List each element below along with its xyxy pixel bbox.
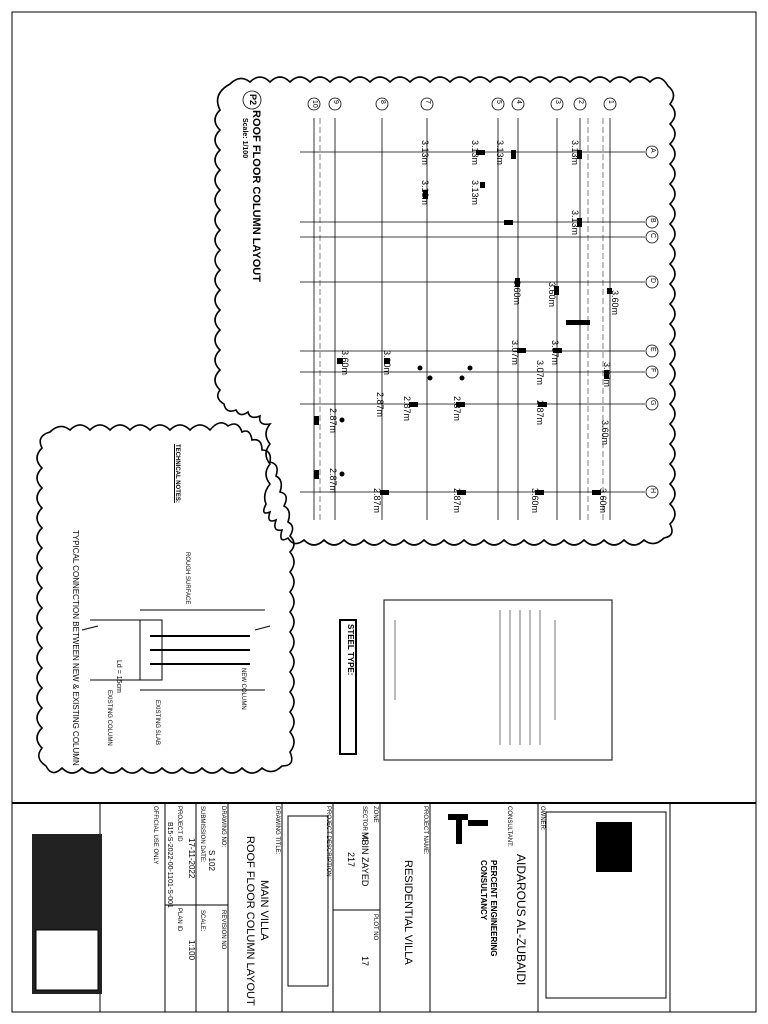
dimension-label: 3.07m	[550, 340, 560, 366]
sector-value: 217	[346, 852, 356, 868]
grid-letter-label: H	[649, 488, 656, 494]
drawing-no-label: DRAWING NO:	[220, 806, 226, 848]
drawing-title-label: DRAWING TITLE:	[274, 806, 280, 855]
drawing-title-line-2: ROOF FLOOR COLUMN LAYOUT	[244, 836, 256, 1006]
dimension-label: 3.60m	[610, 290, 620, 316]
dimension-label: 3.60m	[600, 420, 610, 446]
dimension-label: 3.07m	[535, 360, 545, 386]
technical-notes: TECHNICAL NOTES:	[174, 444, 180, 503]
dimension-label: 3.13m	[570, 140, 580, 166]
column	[314, 416, 319, 425]
column	[460, 376, 465, 381]
dimension-label: 3.60m	[512, 280, 522, 306]
column	[314, 470, 319, 479]
columns	[314, 150, 612, 495]
grid-number-label: 5	[495, 100, 502, 104]
dimension-label: 3.07m	[602, 362, 612, 388]
dimension-label: 3.60m	[598, 488, 608, 514]
grid-letter-label: B	[649, 218, 656, 223]
column	[418, 366, 423, 371]
dimension-label: 3.13m	[470, 140, 480, 166]
column	[340, 418, 345, 423]
label-existing-column: EXISTING COLUMN	[106, 690, 112, 746]
label-ld: Ld = 15cm	[115, 660, 122, 693]
dimension-label: 3.60m	[547, 282, 557, 308]
dimension-label: 2.87m	[452, 396, 462, 422]
dimension-label: 3.60m	[382, 350, 392, 376]
column	[468, 366, 473, 371]
consultant-name-2: CONSULTANCY	[479, 860, 488, 921]
revision-label: REVISION NO	[220, 910, 226, 950]
sector-label: SECTOR NO	[361, 806, 367, 842]
dimension-label: 2.87m	[402, 396, 412, 422]
revision-cloud	[215, 77, 675, 545]
grid-number-label: 8	[379, 100, 386, 104]
consultant-label: CONSULTANT:	[506, 806, 512, 847]
column	[480, 182, 485, 188]
owner-name: AIDAROUS AL-ZUBAIDI	[514, 854, 528, 986]
grid-lines-dashed	[320, 118, 603, 520]
label-new-column: NEW COLUMN	[240, 668, 246, 710]
label-existing-slab: EXISTING SLAB	[154, 700, 160, 746]
dimension-label: 2.87m	[328, 408, 338, 434]
dimension-label: 3.13m	[420, 140, 430, 166]
dimension-label: 2.87m	[372, 488, 382, 514]
grid-number-label: 7	[424, 100, 431, 104]
grid-letter-label: C	[649, 233, 656, 239]
project-id-value: B15-S-2022-00-1101-S-001	[166, 822, 173, 908]
consultant-logo	[448, 814, 488, 844]
grid-letter-label: D	[649, 278, 656, 284]
dimension-label: 3.60m	[340, 350, 350, 376]
column	[428, 376, 433, 381]
owner-photo	[596, 822, 632, 872]
grid-letter-label: E	[649, 347, 656, 352]
approval-letter-frame	[384, 600, 612, 760]
sheet-border	[12, 12, 756, 1012]
owner-label: OWNER:	[539, 806, 545, 831]
column	[511, 150, 516, 159]
drawing-no-value: S 102	[207, 850, 216, 871]
dimension-label: 2.87m	[535, 400, 545, 426]
dimension-label: 3.13m	[570, 210, 580, 236]
dimension-label: 3.13m	[470, 180, 480, 206]
drawing-title-line-1: MAIN VILLA	[258, 880, 270, 941]
approval-letter-text	[395, 610, 555, 745]
dimension-label: 3.13m	[420, 180, 430, 206]
grid-number-label: 4	[515, 100, 522, 104]
grid-letter-label: F	[649, 368, 656, 373]
steel-type-title: STEEL TYPE:	[346, 624, 355, 676]
project-name-label: PROJECT NAME:	[422, 806, 428, 855]
official-use-label: OFFICIAL USE ONLY	[152, 806, 158, 865]
dimension-label: 2.87m	[328, 468, 338, 494]
grid-letter-label: G	[649, 400, 656, 406]
grid-number-label: 10	[311, 100, 318, 108]
grid-number-label: 1	[607, 100, 614, 104]
grid-letter-label: A	[649, 148, 656, 153]
project-id-label: PROJECT ID	[176, 806, 182, 842]
grid-number-label: 2	[577, 100, 584, 104]
column	[504, 220, 513, 225]
dimension-label: 3.60m	[530, 488, 540, 514]
column	[340, 472, 345, 477]
titleblock-grid	[100, 803, 670, 1012]
dimension-label: 3.07m	[510, 340, 520, 366]
dimension-label: 2.87m	[375, 392, 385, 418]
submission-label: SUBMISSION DATE:	[199, 806, 205, 863]
qr-code	[36, 930, 98, 990]
consultant-name-1: PERCENT ENGINEERING	[489, 860, 498, 957]
drawing-title: ROOF FLOOR COLUMN LAYOUT	[250, 110, 262, 282]
detail-title: TYPICAL CONNECTION BETWEEN NEW & EXISTING COLUMN	[71, 530, 80, 766]
dimension-label: 2.87m	[452, 488, 462, 514]
scale-label: SCALE:	[199, 910, 205, 932]
plot-value: 17	[360, 956, 370, 967]
column	[566, 320, 590, 325]
label-rough-surface: ROUGH SURFACE	[184, 552, 190, 605]
drawing-scale: Scale: 1/100	[241, 118, 248, 159]
plot-label: PLOT NO	[372, 914, 378, 941]
detail-reference: P2	[248, 94, 258, 106]
zone-label: ZONE	[372, 806, 378, 823]
zone-value: MBIN ZAYED	[360, 832, 370, 887]
grid-lines	[300, 118, 645, 520]
project-name: RESIDENTIAL VILLA	[402, 860, 414, 965]
submission-date: 17-11-2022	[187, 838, 196, 879]
project-description-label: PROJECT DESCRIPTION	[325, 806, 331, 877]
grid-number-label: 3	[554, 100, 561, 104]
plan-id-label: PLAN ID	[176, 908, 182, 932]
dimension-label: 3.13m	[495, 140, 505, 166]
grid-number-label: 9	[332, 100, 339, 104]
scale-value: 1:100	[187, 940, 196, 961]
